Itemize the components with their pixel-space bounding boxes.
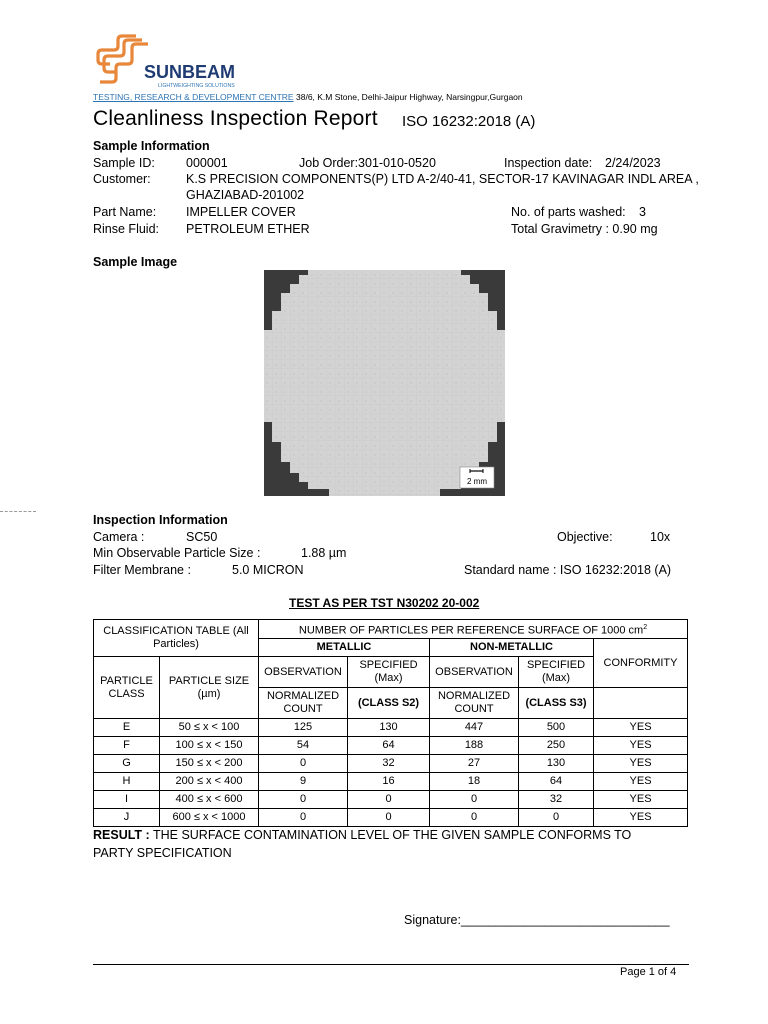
standard-name: Standard name : ISO 16232:2018 (A) xyxy=(464,563,672,577)
result-label: RESULT : xyxy=(93,828,150,842)
table-row xyxy=(94,791,688,809)
report-standard: ISO 16232:2018 (A) xyxy=(402,113,536,130)
part-name-label: Part Name: xyxy=(93,205,157,219)
table-cell: 447 xyxy=(430,719,519,737)
table-cell: J xyxy=(94,809,160,827)
sample-id-label: Sample ID: xyxy=(93,156,155,170)
table-cell: 500 xyxy=(519,719,594,737)
table-cell: 0 xyxy=(259,809,348,827)
table-cell: 64 xyxy=(519,773,594,791)
table-cell: YES xyxy=(594,755,688,773)
table-cell: 0 xyxy=(519,809,594,827)
table-cell: 9 xyxy=(259,773,348,791)
table-cell: 64 xyxy=(348,737,430,755)
classification-header: CLASSIFICATION TABLE (All Particles) xyxy=(94,620,259,657)
table-cell: 100 ≤ x < 150 xyxy=(160,737,259,755)
sample-image-heading: Sample Image xyxy=(93,255,178,269)
result-text: THE SURFACE CONTAMINATION LEVEL OF THE GIVEN SAMPLE CONFORMS TO PARTY SPECIFICATION xyxy=(93,828,632,860)
table-cell: YES xyxy=(594,719,688,737)
objective-value: 10x xyxy=(650,530,671,544)
rinse-fluid-value: PETROLEUM ETHER xyxy=(186,222,310,236)
table-cell: E xyxy=(94,719,160,737)
svg-text:SUNBEAM: SUNBEAM xyxy=(144,62,236,82)
non-metallic-header: NON-METALLIC xyxy=(430,639,594,657)
metallic-normalized-header: NORMALIZED COUNT xyxy=(259,688,348,719)
table-cell: 54 xyxy=(259,737,348,755)
table-cell: 125 xyxy=(259,719,348,737)
nonmetallic-specified-header: SPECIFIED (Max) xyxy=(519,657,594,688)
number-header: NUMBER OF PARTICLES PER REFERENCE SURFACE OF 1000 $cm^2$ xyxy=(259,620,688,639)
table-cell: 32 xyxy=(519,791,594,809)
table-cell: 188 xyxy=(430,737,519,755)
table-cell: 27 xyxy=(430,755,519,773)
table-cell: 200 ≤ x < 400 xyxy=(160,773,259,791)
table-row xyxy=(94,755,688,773)
table-cell: YES xyxy=(594,737,688,755)
table-cell: 150 ≤ x < 200 xyxy=(160,755,259,773)
inspection-info-heading: Inspection Information xyxy=(93,513,228,527)
sample-id-value: 000001 xyxy=(186,156,228,170)
table-cell: 250 xyxy=(519,737,594,755)
filter-membrane-image xyxy=(264,270,505,496)
scale-bar-label: 2 mm xyxy=(467,477,487,486)
total-gravimetry: Total Gravimetry : 0.90 mg xyxy=(511,222,658,236)
table-cell: 32 xyxy=(348,755,430,773)
nonmetallic-normalized-header: NORMALIZED COUNT xyxy=(430,688,519,719)
min-particle-label: Min Observable Particle Size : xyxy=(93,546,261,560)
customer-line2: GHAZIABAD-201002 xyxy=(186,188,305,202)
table-cell: 600 ≤ x < 1000 xyxy=(160,809,259,827)
customer-line1: K.S PRECISION COMPONENTS(P) LTD A-2/40-41, SECTOR-17 KAVINAGAR INDL AREA , xyxy=(186,172,699,186)
table-cell: I xyxy=(94,791,160,809)
filter-value: 5.0 MICRON xyxy=(232,563,304,577)
table-cell: 0 xyxy=(348,791,430,809)
report-title: Cleanliness Inspection Report xyxy=(93,107,378,130)
min-particle-value: 1.88 µm xyxy=(301,546,347,560)
page-number: Page 1 of 4 xyxy=(620,966,677,978)
table-cell: 0 xyxy=(259,755,348,773)
metallic-observation-header: OBSERVATION xyxy=(259,657,348,688)
conformity-header: CONFORMITY xyxy=(594,639,688,688)
job-order: Job Order:301-010-0520 xyxy=(299,156,436,170)
conformity-blank-cell xyxy=(594,688,688,719)
table-row xyxy=(94,737,688,755)
sunbeam-logo xyxy=(92,30,252,90)
objective-label: Objective: xyxy=(557,530,613,544)
inspection-date-label: Inspection date: xyxy=(504,156,593,170)
table-cell: 0 xyxy=(259,791,348,809)
table-cell: 16 xyxy=(348,773,430,791)
rinse-fluid-label: Rinse Fluid: xyxy=(93,222,159,236)
particle-size-header: PARTICLE SIZE (µm) xyxy=(160,657,259,719)
footer-divider xyxy=(93,964,689,965)
table-cell: YES xyxy=(594,809,688,827)
margin-mark xyxy=(0,511,36,512)
table-cell: 18 xyxy=(430,773,519,791)
table-cell: 400 ≤ x < 600 xyxy=(160,791,259,809)
metallic-specified-header: SPECIFIED (Max) xyxy=(348,657,430,688)
camera-label: Camera : xyxy=(93,530,145,544)
result-statement xyxy=(93,826,653,862)
particle-class-header: PARTICLE CLASS xyxy=(94,657,160,719)
table-row xyxy=(94,809,688,827)
table-cell: F xyxy=(94,737,160,755)
test-title: TEST AS PER TST N30202 20-002 xyxy=(289,596,480,610)
centre-link[interactable]: TESTING, RESEARCH & DEVELOPMENT CENTRE xyxy=(93,92,294,102)
table-row xyxy=(94,773,688,791)
table-cell: 130 xyxy=(519,755,594,773)
table-cell: 0 xyxy=(430,809,519,827)
table-cell: H xyxy=(94,773,160,791)
table-cell: YES xyxy=(594,791,688,809)
table-cell: 130 xyxy=(348,719,430,737)
metallic-header: METALLIC xyxy=(259,639,430,657)
class-s3-header: (CLASS S3) xyxy=(519,688,594,719)
inspection-date-value: 2/24/2023 xyxy=(605,156,661,170)
nonmetallic-observation-header: OBSERVATION xyxy=(430,657,519,688)
filter-label: Filter Membrane : xyxy=(93,563,191,577)
table-cell: 0 xyxy=(430,791,519,809)
classification-table xyxy=(93,619,688,827)
parts-washed-label: No. of parts washed: xyxy=(511,205,626,219)
camera-value: SC50 xyxy=(186,530,218,544)
table-cell: YES xyxy=(594,773,688,791)
centre-address: 38/6, K.M Stone, Delhi-Jaipur Highway, Narsingpur,Gurgaon xyxy=(296,92,523,102)
customer-label: Customer: xyxy=(93,172,151,186)
table-cell: G xyxy=(94,755,160,773)
table-cell: 50 ≤ x < 100 xyxy=(160,719,259,737)
parts-washed-value: 3 xyxy=(639,205,646,219)
table-row xyxy=(94,719,688,737)
svg-text:LIGHTWEIGHTING SOLUTIONS: LIGHTWEIGHTING SOLUTIONS xyxy=(158,83,235,89)
class-s2-header: (CLASS S2) xyxy=(348,688,430,719)
table-cell: 0 xyxy=(348,809,430,827)
sample-info-heading: Sample Information xyxy=(93,139,210,153)
part-name-value: IMPELLER COVER xyxy=(186,205,296,219)
signature-line: Signature:______________________________ xyxy=(404,913,670,927)
